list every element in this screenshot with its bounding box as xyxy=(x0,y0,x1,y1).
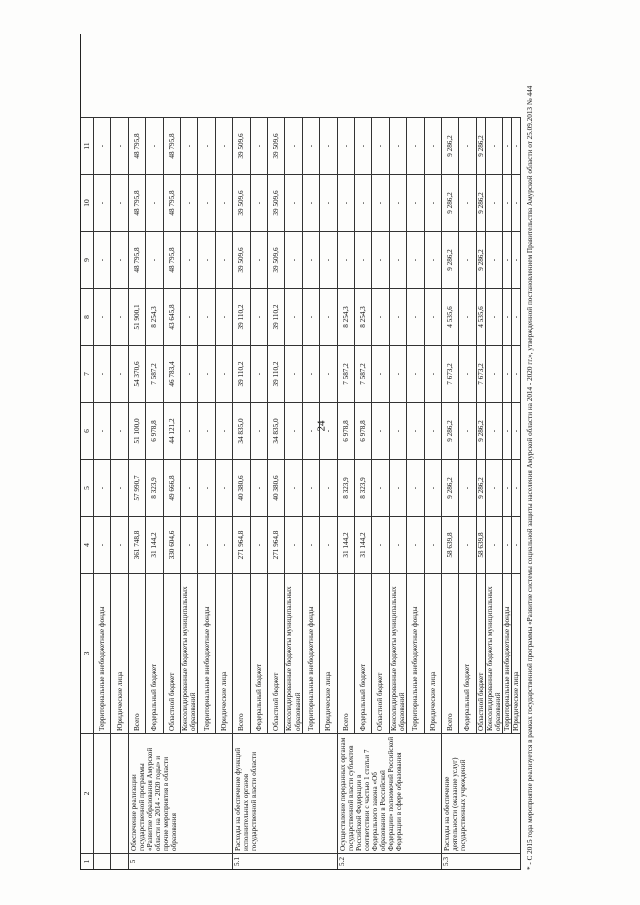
value-cell: - xyxy=(486,231,503,288)
value-cell: - xyxy=(251,516,268,573)
value-cell: 31 144,2 xyxy=(355,516,372,573)
value-cell: - xyxy=(407,459,424,516)
value-cell: 7 587,2 xyxy=(146,345,163,402)
value-cell: 9 286,2 xyxy=(477,459,486,516)
value-cell: - xyxy=(390,117,407,174)
funding-source-cell: Консолидированные бюджеты муниципальных образований xyxy=(181,573,198,733)
value-cell: 39 509,6 xyxy=(233,174,250,231)
value-cell: 39 110,2 xyxy=(268,288,285,345)
value-cell: 34 835,0 xyxy=(268,402,285,459)
value-cell: - xyxy=(425,174,442,231)
value-cell: - xyxy=(285,516,302,573)
funding-source-cell: Территориальные внебюджетные фонды xyxy=(503,573,512,733)
row-name-cell xyxy=(111,733,128,853)
value-cell: - xyxy=(503,174,512,231)
value-cell: - xyxy=(486,174,503,231)
value-cell: 6 978,8 xyxy=(355,402,372,459)
value-cell: - xyxy=(303,345,320,402)
value-cell: - xyxy=(94,288,111,345)
value-cell: - xyxy=(285,288,302,345)
value-cell: 8 254,3 xyxy=(338,288,355,345)
value-cell: - xyxy=(512,288,521,345)
column-header: 3 xyxy=(81,573,94,733)
value-cell: 31 144,2 xyxy=(338,516,355,573)
value-cell: - xyxy=(303,174,320,231)
value-cell: - xyxy=(198,345,215,402)
value-cell: - xyxy=(111,117,128,174)
budget-table xyxy=(80,34,521,870)
value-cell: 8 323,9 xyxy=(338,459,355,516)
value-cell: 40 380,6 xyxy=(268,459,285,516)
value-cell: 7 673,2 xyxy=(477,345,486,402)
value-cell: - xyxy=(486,459,503,516)
value-cell: - xyxy=(459,459,476,516)
value-cell: - xyxy=(372,459,389,516)
funding-source-cell: Консолидированные бюджеты муниципальных образований xyxy=(390,573,407,733)
value-cell: - xyxy=(251,459,268,516)
funding-source-cell: Федеральный бюджет xyxy=(146,573,163,733)
value-cell: - xyxy=(251,402,268,459)
column-header: 4 xyxy=(81,516,94,573)
value-cell: - xyxy=(320,117,337,174)
value-cell: - xyxy=(512,231,521,288)
value-cell: - xyxy=(390,402,407,459)
value-cell: - xyxy=(407,402,424,459)
row-name-cell: Обеспечение реализации государственной программы «Развитие образования Амурской области на 2014 - 2020 годы» и прочие мероприятия в области образования xyxy=(129,733,233,853)
value-cell: 9 286,2 xyxy=(442,174,459,231)
value-cell: 9 286,2 xyxy=(477,174,486,231)
value-cell: - xyxy=(216,345,233,402)
funding-source-cell: Всего xyxy=(338,573,355,733)
value-cell: - xyxy=(320,174,337,231)
column-header: 2 xyxy=(81,733,94,853)
value-cell: - xyxy=(198,516,215,573)
row-index-cell: 5.1 xyxy=(233,853,337,869)
funding-source-cell: Федеральный бюджет xyxy=(251,573,268,733)
value-cell: - xyxy=(486,516,503,573)
value-cell: - xyxy=(425,345,442,402)
value-cell: - xyxy=(94,459,111,516)
value-cell: - xyxy=(338,174,355,231)
value-cell: - xyxy=(111,516,128,573)
funding-source-cell: Всего xyxy=(442,573,459,733)
value-cell: - xyxy=(425,402,442,459)
value-cell: - xyxy=(425,231,442,288)
column-header: 10 xyxy=(81,174,94,231)
value-cell: - xyxy=(320,402,337,459)
value-cell: - xyxy=(407,231,424,288)
value-cell: 330 604,6 xyxy=(164,516,181,573)
funding-source-cell: Юридические лица xyxy=(111,573,128,733)
value-cell: - xyxy=(390,516,407,573)
value-cell: - xyxy=(94,402,111,459)
value-cell: - xyxy=(503,459,512,516)
value-cell: 48 795,8 xyxy=(129,117,146,174)
value-cell: 6 978,8 xyxy=(338,402,355,459)
value-cell: - xyxy=(303,459,320,516)
value-cell: - xyxy=(459,174,476,231)
funding-source-cell: Областной бюджет xyxy=(268,573,285,733)
value-cell: - xyxy=(425,117,442,174)
value-cell: - xyxy=(390,459,407,516)
value-cell: - xyxy=(251,231,268,288)
value-cell: - xyxy=(338,231,355,288)
value-cell: - xyxy=(111,402,128,459)
value-cell: - xyxy=(285,174,302,231)
value-cell: - xyxy=(111,459,128,516)
funding-source-cell: Территориальные внебюджетные фонды xyxy=(407,573,424,733)
value-cell: - xyxy=(512,459,521,516)
value-cell: - xyxy=(285,345,302,402)
value-cell: 39 509,6 xyxy=(268,117,285,174)
funding-source-cell: Юридические лица xyxy=(425,573,442,733)
value-cell: - xyxy=(320,231,337,288)
value-cell: - xyxy=(198,174,215,231)
value-cell: - xyxy=(355,117,372,174)
value-cell: 58 639,8 xyxy=(477,516,486,573)
value-cell: - xyxy=(512,516,521,573)
value-cell: - xyxy=(355,231,372,288)
value-cell: - xyxy=(198,402,215,459)
funding-source-cell: Юридические лица xyxy=(320,573,337,733)
value-cell: - xyxy=(285,459,302,516)
value-cell: - xyxy=(338,117,355,174)
value-cell: 8 254,3 xyxy=(146,288,163,345)
value-cell: - xyxy=(355,174,372,231)
value-cell: - xyxy=(503,231,512,288)
value-cell: - xyxy=(486,345,503,402)
value-cell: 9 286,2 xyxy=(477,402,486,459)
value-cell: 4 535,6 xyxy=(477,288,486,345)
value-cell: - xyxy=(94,516,111,573)
value-cell: 39 509,6 xyxy=(233,231,250,288)
value-cell: - xyxy=(181,231,198,288)
value-cell: 39 110,2 xyxy=(268,345,285,402)
value-cell: - xyxy=(216,174,233,231)
value-cell: - xyxy=(407,117,424,174)
row-index-cell: 5.3 xyxy=(442,853,521,869)
value-cell: - xyxy=(503,402,512,459)
value-cell: 51 900,1 xyxy=(129,288,146,345)
value-cell: 44 121,2 xyxy=(164,402,181,459)
value-cell: - xyxy=(407,174,424,231)
value-cell: - xyxy=(111,174,128,231)
value-cell: - xyxy=(372,402,389,459)
value-cell: - xyxy=(303,288,320,345)
funding-source-cell: Территориальные внебюджетные фонды xyxy=(198,573,215,733)
value-cell: - xyxy=(372,288,389,345)
value-cell: - xyxy=(390,231,407,288)
value-cell: 8 323,9 xyxy=(355,459,372,516)
funding-source-cell: Территориальные внебюджетные фонды xyxy=(94,573,111,733)
value-cell: - xyxy=(251,174,268,231)
value-cell: - xyxy=(503,288,512,345)
value-cell: - xyxy=(216,117,233,174)
row-name-cell xyxy=(94,733,111,853)
funding-source-cell: Юридические лица xyxy=(512,573,521,733)
value-cell: - xyxy=(198,459,215,516)
value-cell: - xyxy=(111,288,128,345)
column-header: 11 xyxy=(81,117,94,174)
value-cell: - xyxy=(372,516,389,573)
value-cell: - xyxy=(181,288,198,345)
value-cell: 39 509,6 xyxy=(268,174,285,231)
value-cell: - xyxy=(459,516,476,573)
row-name-cell: Осуществление переданных органам государственной власти субъектов Российской Федерации в соответствии с частью 1 статьи 7 Федерального закона «Об образовании в Российской Федерации» полномочий Российской Федерации в сфере образования xyxy=(338,733,442,853)
value-cell: - xyxy=(303,516,320,573)
funding-source-cell: Всего xyxy=(233,573,250,733)
value-cell: - xyxy=(459,345,476,402)
value-cell: 48 795,8 xyxy=(164,231,181,288)
value-cell: 7 587,2 xyxy=(355,345,372,402)
value-cell: - xyxy=(285,231,302,288)
value-cell: 361 748,8 xyxy=(129,516,146,573)
value-cell: 39 110,2 xyxy=(233,288,250,345)
value-cell: - xyxy=(251,117,268,174)
value-cell: - xyxy=(407,516,424,573)
value-cell: - xyxy=(146,117,163,174)
funding-source-cell: Федеральный бюджет xyxy=(459,573,476,733)
row-index-cell xyxy=(111,853,128,869)
value-cell: - xyxy=(181,345,198,402)
value-cell: - xyxy=(198,231,215,288)
value-cell: - xyxy=(216,459,233,516)
value-cell: - xyxy=(390,288,407,345)
column-header: 6 xyxy=(81,402,94,459)
value-cell: - xyxy=(459,288,476,345)
value-cell: 57 990,7 xyxy=(129,459,146,516)
value-cell: - xyxy=(407,345,424,402)
value-cell: - xyxy=(390,345,407,402)
column-header: 5 xyxy=(81,459,94,516)
value-cell: 54 370,6 xyxy=(129,345,146,402)
value-cell: 48 795,8 xyxy=(164,174,181,231)
value-cell: - xyxy=(459,117,476,174)
value-cell: - xyxy=(372,174,389,231)
value-cell: - xyxy=(216,288,233,345)
value-cell: 39 509,6 xyxy=(268,231,285,288)
row-index-cell: 5.2 xyxy=(338,853,442,869)
value-cell: 9 286,2 xyxy=(477,231,486,288)
footnote: * - С 2015 года мероприятие реализуется в рамках государственной программы «Развитие системы социальной защиты населения Амурской области на 2014 - 2020 гг.», утвержденной постановлением Правительства Амурской области от 25.09.2013 № 444 xyxy=(526,85,534,870)
value-cell: - xyxy=(320,345,337,402)
value-cell: 48 795,8 xyxy=(129,174,146,231)
value-cell: - xyxy=(285,117,302,174)
value-cell: - xyxy=(320,459,337,516)
value-cell: 34 835,0 xyxy=(233,402,250,459)
value-cell: - xyxy=(111,345,128,402)
value-cell: - xyxy=(486,117,503,174)
value-cell: - xyxy=(181,174,198,231)
value-cell: - xyxy=(181,117,198,174)
value-cell: - xyxy=(512,117,521,174)
funding-source-cell: Областной бюджет xyxy=(477,573,486,733)
value-cell: - xyxy=(216,231,233,288)
value-cell: - xyxy=(425,288,442,345)
value-cell: 58 639,8 xyxy=(442,516,459,573)
value-cell: 9 286,2 xyxy=(442,231,459,288)
value-cell: 4 535,6 xyxy=(442,288,459,345)
funding-source-cell: Территориальные внебюджетные фонды xyxy=(303,573,320,733)
value-cell: - xyxy=(216,402,233,459)
column-header: 1 xyxy=(81,853,94,869)
value-cell: - xyxy=(425,516,442,573)
value-cell: - xyxy=(198,117,215,174)
funding-source-cell: Областной бюджет xyxy=(164,573,181,733)
row-name-cell: Расходы на обеспечение деятельности (оказание услуг) государственных учреждений xyxy=(442,733,521,853)
value-cell: 271 964,8 xyxy=(268,516,285,573)
value-cell: 48 795,8 xyxy=(129,231,146,288)
value-cell: - xyxy=(459,231,476,288)
value-cell: - xyxy=(303,402,320,459)
value-cell: - xyxy=(146,231,163,288)
value-cell: - xyxy=(320,288,337,345)
value-cell: 9 286,2 xyxy=(442,117,459,174)
value-cell: - xyxy=(94,117,111,174)
value-cell: - xyxy=(390,174,407,231)
value-cell: - xyxy=(251,288,268,345)
value-cell: 9 286,2 xyxy=(477,117,486,174)
value-cell: 7 673,2 xyxy=(442,345,459,402)
funding-source-cell: Всего xyxy=(129,573,146,733)
row-index-cell xyxy=(94,853,111,869)
value-cell: - xyxy=(303,117,320,174)
value-cell: - xyxy=(285,402,302,459)
row-name-cell: Расходы на обеспечение функций исполнительных органов государственной власти области xyxy=(233,733,337,853)
value-cell: 8 323,9 xyxy=(146,459,163,516)
value-cell: 49 666,8 xyxy=(164,459,181,516)
value-cell: - xyxy=(181,516,198,573)
value-cell: 31 144,2 xyxy=(146,516,163,573)
value-cell: - xyxy=(372,345,389,402)
value-cell: - xyxy=(181,459,198,516)
value-cell: 51 100,0 xyxy=(129,402,146,459)
value-cell: 7 587,2 xyxy=(338,345,355,402)
value-cell: - xyxy=(94,174,111,231)
value-cell: - xyxy=(146,174,163,231)
value-cell: - xyxy=(303,231,320,288)
value-cell: 6 978,8 xyxy=(146,402,163,459)
value-cell: - xyxy=(503,516,512,573)
value-cell: 9 286,2 xyxy=(442,402,459,459)
value-cell: - xyxy=(459,402,476,459)
funding-source-cell: Юридические лица xyxy=(216,573,233,733)
value-cell: - xyxy=(181,402,198,459)
value-cell: 271 964,8 xyxy=(233,516,250,573)
value-cell: - xyxy=(486,402,503,459)
row-index-cell: 5 xyxy=(129,853,233,869)
funding-source-cell: Областной бюджет xyxy=(372,573,389,733)
value-cell: - xyxy=(425,459,442,516)
value-cell: 46 783,4 xyxy=(164,345,181,402)
value-cell: 40 380,6 xyxy=(233,459,250,516)
value-cell: - xyxy=(94,231,111,288)
value-cell: - xyxy=(198,288,215,345)
value-cell: - xyxy=(216,516,233,573)
value-cell: - xyxy=(503,345,512,402)
value-cell: - xyxy=(503,117,512,174)
rotated-content xyxy=(80,35,534,870)
column-header: 8 xyxy=(81,288,94,345)
column-header: 9 xyxy=(81,231,94,288)
value-cell: - xyxy=(407,288,424,345)
funding-source-cell: Консолидированные бюджеты муниципальных образований xyxy=(285,573,302,733)
value-cell: 43 645,8 xyxy=(164,288,181,345)
value-cell: 48 795,8 xyxy=(164,117,181,174)
value-cell: - xyxy=(372,117,389,174)
value-cell: - xyxy=(512,174,521,231)
value-cell: - xyxy=(320,516,337,573)
value-cell: - xyxy=(512,402,521,459)
value-cell: - xyxy=(94,345,111,402)
funding-source-cell: Федеральный бюджет xyxy=(355,573,372,733)
value-cell: 9 286,2 xyxy=(442,459,459,516)
value-cell: - xyxy=(512,345,521,402)
funding-source-cell: Консолидированные бюджеты муниципальных образований xyxy=(486,573,503,733)
value-cell: - xyxy=(486,288,503,345)
value-cell: - xyxy=(251,345,268,402)
column-header: 7 xyxy=(81,345,94,402)
value-cell: - xyxy=(111,231,128,288)
value-cell: - xyxy=(372,231,389,288)
value-cell: 39 509,6 xyxy=(233,117,250,174)
page-number: 24 xyxy=(315,420,328,432)
value-cell: 8 254,3 xyxy=(355,288,372,345)
value-cell: 39 110,2 xyxy=(233,345,250,402)
